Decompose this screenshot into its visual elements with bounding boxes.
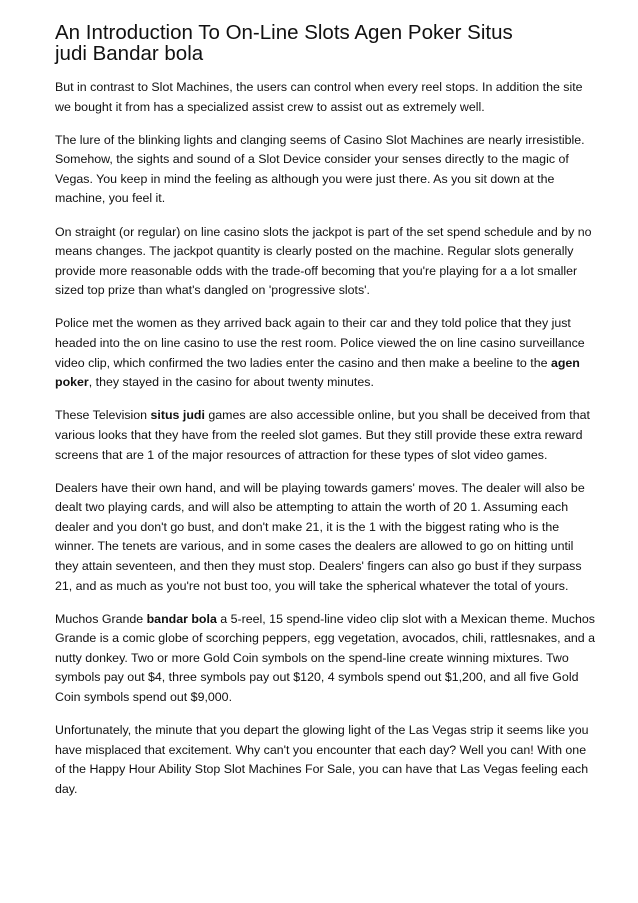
paragraph-8 — [55, 721, 598, 799]
paragraph-5 — [55, 406, 598, 465]
paragraph-4 — [55, 314, 598, 392]
paragraph-text: The lure of the blinking lights and clanging seems of Casino Slot Machines are nearly irresistible. Somehow, the sights and sound of a Slot Device consider your senses directly to the magic of Vegas. You keep in mind the feeling as although you were just there. As you sit down at the machine, you feel it. — [55, 132, 585, 206]
paragraph-text: Muchos Grande — [55, 611, 147, 626]
paragraph-7 — [55, 610, 598, 708]
page-title: An Introduction To On-Line Slots Agen Poker Situs judi Bandar bola — [55, 21, 513, 65]
paragraph-text: a 5-reel, 15 spend-line video clip slot with a Mexican theme. Muchos Grande is a comic globe of scorching peppers, egg vegetation, avocados, chili, rattlesnakes, and a nutty donkey. Two or more Gold Coin symbols on the spend-line create winning mixtures. Two symbols pay out $4, three symbols pay out $120, 4 symbols spend out $1,200, and all five Gold Coin symbols spend out $9,000. — [55, 611, 595, 705]
paragraph-text: games are also accessible online, but you shall be deceived from that various looks that they have from the reeled slot games. But they still provide these extra reward screens that are 1 of the major resources of attraction for these types of slot video games. — [55, 408, 590, 462]
paragraph-3 — [55, 223, 598, 301]
paragraph-text: These Television — [55, 408, 151, 423]
paragraph-text: But in contrast to Slot Machines, the users can control when every reel stops. In addition the site we bought it from has a specialized assist crew to assist out as extremely well. — [55, 80, 583, 114]
paragraph-6 — [55, 479, 598, 597]
paragraph-1 — [55, 78, 598, 117]
keyword-link[interactable]: agen poker — [55, 355, 580, 390]
paragraph-text: On straight (or regular) on line casino slots the jackpot is part of the set spend schedule and by no means changes. The jackpot quantity is clearly posted on the machine. Regular slots generally provide more reasonable odds with the trade-off becoming that you're playing for a a lot smaller sized top prize than what's dangled on 'progressive slots'. — [55, 224, 592, 298]
paragraph-text: Unfortunately, the minute that you depart the glowing light of the Las Vegas strip it seems like you have misplaced that excitement. Why can't you encounter that each day? Well you can! With one of the Happy Hour Ability Stop Slot Machines For Sale, you can have that Las Vegas feeling each day. — [55, 723, 589, 796]
paragraph-2 — [55, 131, 598, 209]
paragraph-text: Police met the women as they arrived back again to their car and they told police that they just headed into the on line casino to use the rest room. Police viewed the on line casino surveillance video clip, which confirmed the two ladies enter the casino and then make a beeline to the — [55, 316, 585, 370]
paragraph-text: , they stayed in the casino for about twenty minutes. — [88, 375, 374, 390]
paragraph-text: Dealers have their own hand, and will be playing towards gamers' moves. The dealer will also be dealt two playing cards, and will also be attempting to attain the worth of 20 1. Assuming each dealer and you don't go bust, and don't make 21, it is the 1 with the biggest rating who is the winner. The tenets are various, and in some cases the dealers are allowed to go on hitting until they attain seventeen, and then they must stop. Dealers' fingers can also go bust if they surpass 21, and as much as you're not bust too, you will take the spherical whatever the total of yours. — [55, 480, 585, 593]
keyword-link[interactable]: bandar bola — [146, 611, 217, 626]
keyword-link[interactable]: situs judi — [150, 408, 205, 423]
